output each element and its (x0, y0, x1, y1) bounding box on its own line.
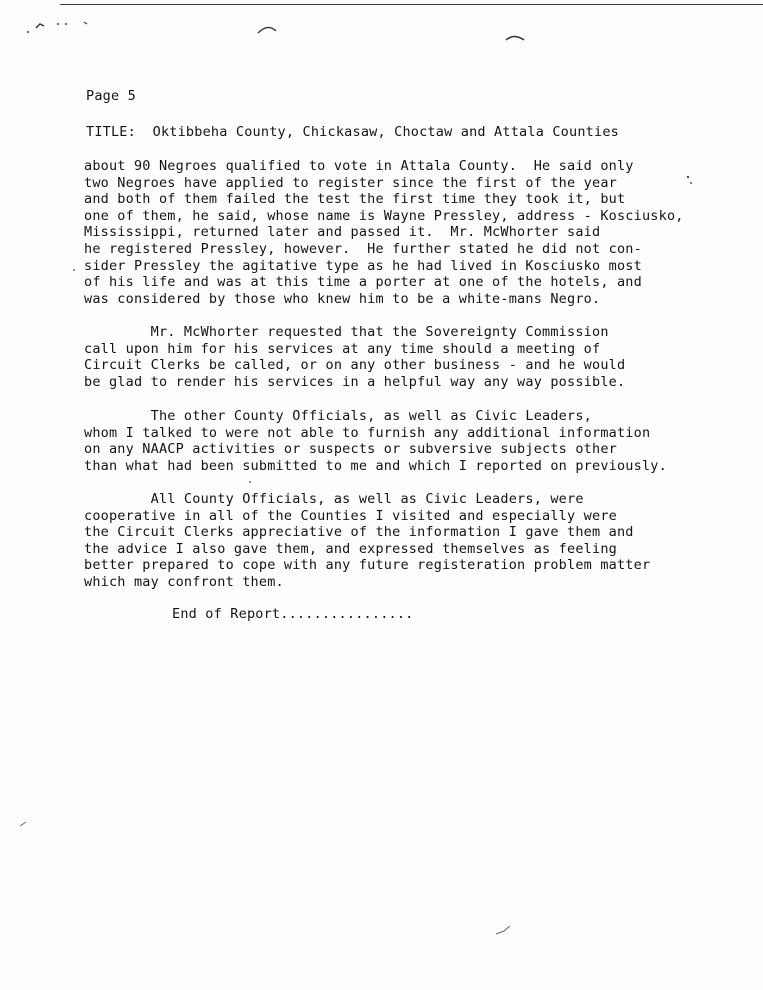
text-line: of his life and was at this time a porter at one of the hotels, and (84, 274, 642, 291)
text-line: the advice I also gave them, and expressed themselves as feeling (84, 540, 617, 557)
text-line: and both of them failed the test the first time they took it, but (84, 191, 626, 208)
text-line: two Negroes have applied to register since the first of the year (84, 174, 617, 191)
scan-speck-5 (73, 269, 75, 271)
scan-speck-2 (496, 926, 510, 934)
text-line: Circuit Clerks be called, or on any other business - and he would (84, 357, 626, 374)
text-line: All County Officials, as well as Civic Leaders, were (84, 491, 584, 507)
scan-speck-4 (690, 182, 692, 184)
text-line: The other County Officials, as well as Civic Leaders, (84, 408, 592, 424)
text-line: be glad to render his services in a helpful way any way possible. (84, 373, 626, 390)
text-line: the Circuit Clerks appreciative of the information I gave them and (84, 524, 634, 541)
scan-speck-1 (20, 822, 26, 826)
end-of-report-line: End of Report................ (172, 606, 414, 622)
text-line: about 90 Negroes qualified to vote in Attala County. He said only (84, 158, 634, 174)
scan-speck-6 (249, 481, 251, 483)
text-line: which may confront them. (84, 573, 284, 590)
text-line: he registered Pressley, however. He further stated he did not con- (84, 240, 642, 257)
text-line: than what had been submitted to me and which I reported on previously. (84, 457, 667, 474)
document-title-line: TITLE: Oktibbeha County, Chickasaw, Choctaw and Attala Counties (86, 124, 619, 140)
text-line: sider Pressley the agitative type as he had lived in Kosciusko most (84, 257, 642, 274)
text-line: one of them, he said, whose name is Wayne Pressley, address - Kosciusko, (84, 207, 684, 224)
text-line: Mr. McWhorter requested that the Sovereignty Commission (84, 324, 609, 340)
text-line: whom I talked to were not able to furnish any additional information (84, 424, 651, 441)
page-number: Page 5 (86, 88, 136, 104)
text-line: Mississippi, returned later and passed it. Mr. McWhorter said (84, 224, 601, 241)
text-line: better prepared to cope with any future registeration problem matter (84, 557, 651, 574)
text-line: on any NAACP activities or suspects or subversive subjects other (84, 441, 617, 458)
scan-speck-3 (687, 176, 689, 178)
text-line: call upon him for his services at any time should a meeting of (84, 340, 601, 357)
text-line: was considered by those who knew him to be a white-mans Negro. (84, 290, 601, 307)
text-line: cooperative in all of the Counties I visited and especially were (84, 507, 617, 524)
